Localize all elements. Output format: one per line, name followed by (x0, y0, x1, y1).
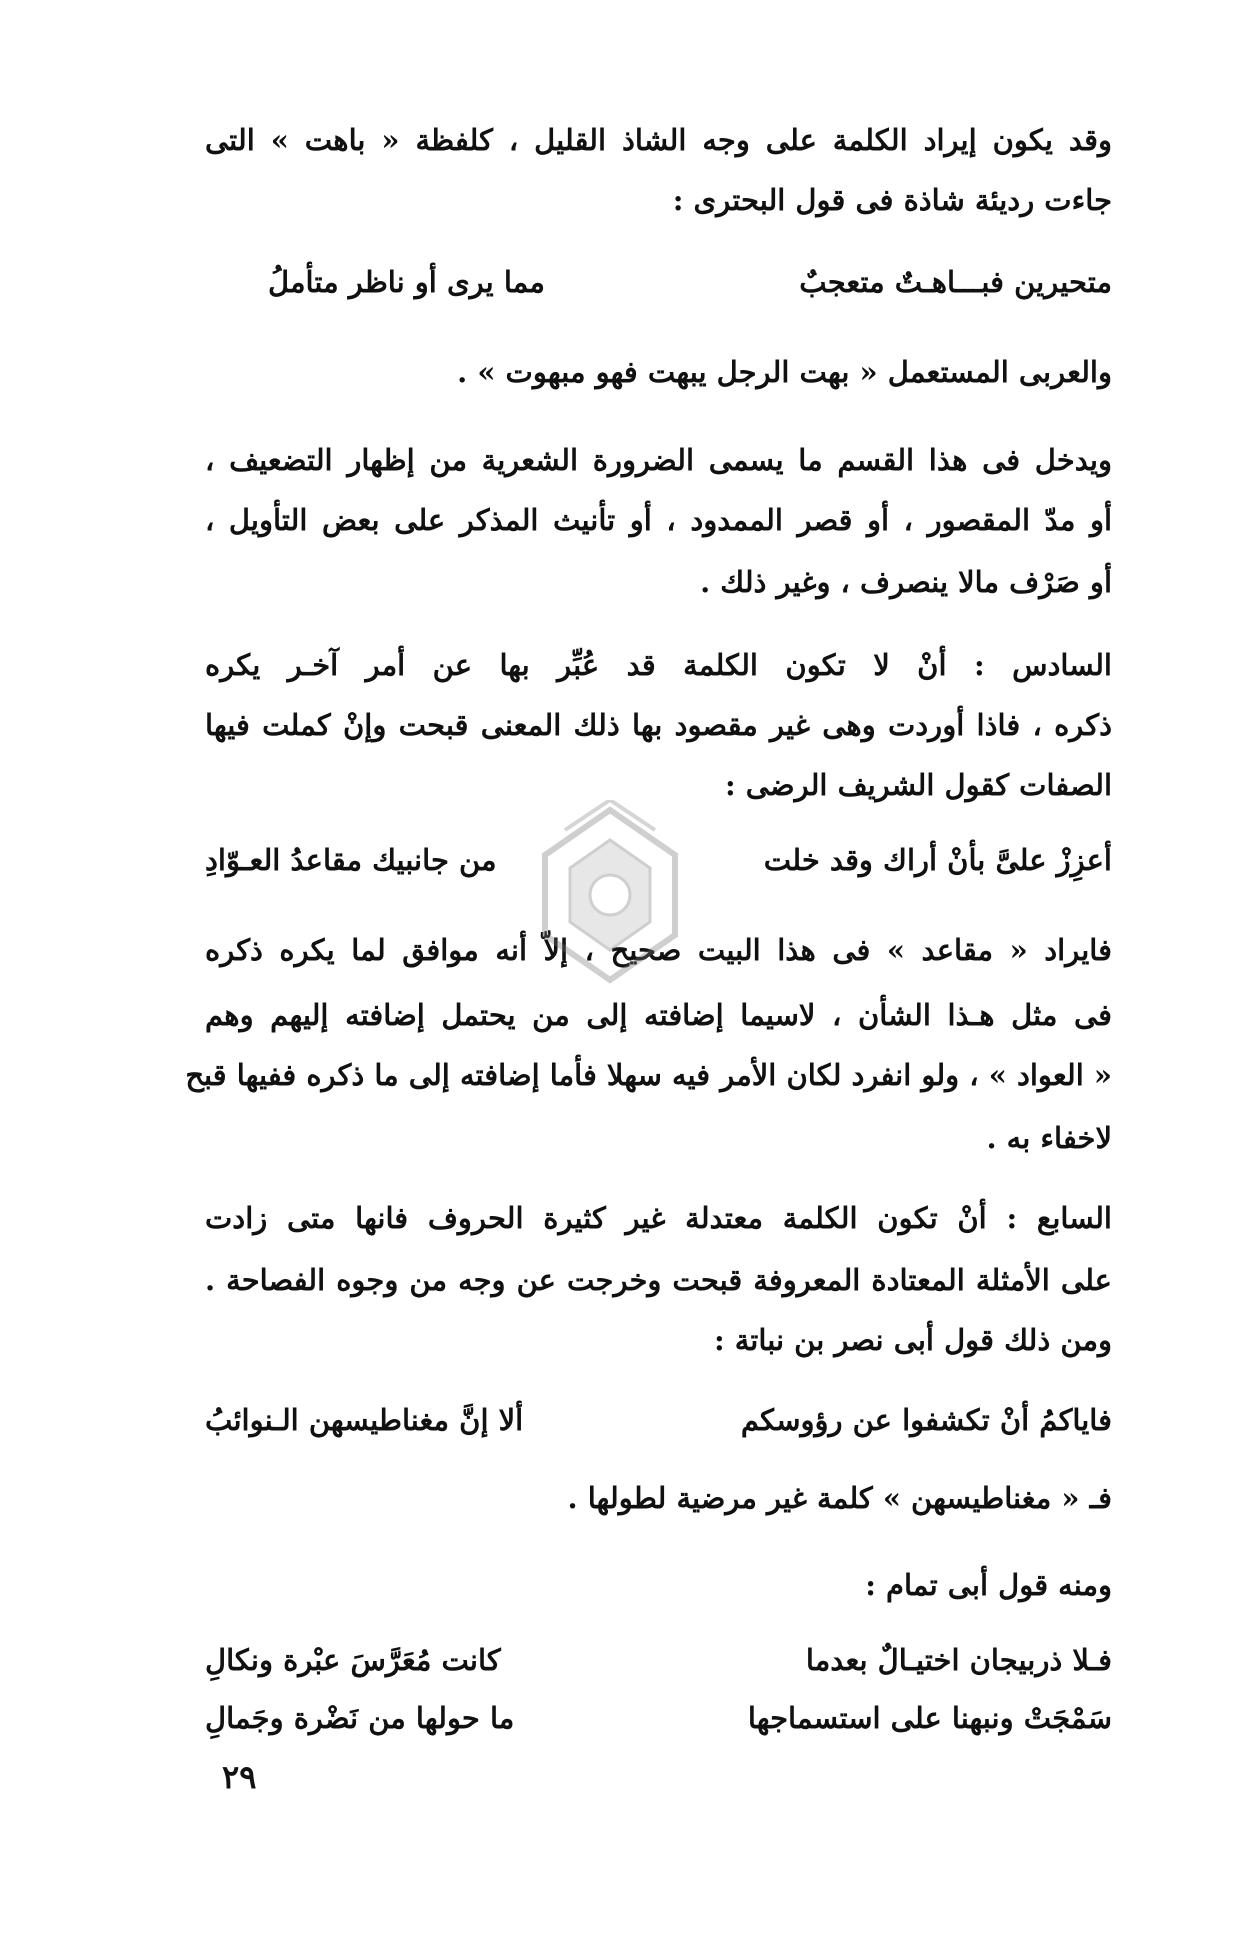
paragraph-5-line-4: لاخفاء به . (986, 1121, 1112, 1155)
verse-1-first-hemistich: متحيرين فبـــاهـتٌ متعجبٌ (799, 265, 1112, 299)
paragraph-7-line-1: فـ « مغناطيسهن » كلمة غير مرضية لطولها . (567, 1481, 1112, 1515)
paragraph-5-line-2: فى مثل هـذا الشأن ، لاسيما إضافته إلى من يحتمل إضافته إليهم وهم (205, 998, 1112, 1032)
paragraph-4-line-1: السادس : أنْ لا تكون الكلمة قد عُبِّر بها عن أمر آخـر يكره (205, 648, 1112, 682)
paragraph-6-line-2: على الأمثلة المعتادة المعروفة قبحت وخرجت عن وجه من وجوه الفصاحة . (205, 1263, 1112, 1297)
verse-4-second-hemistich: كانت مُعَرَّسَ عبْرة ونكالِ (205, 1643, 501, 1677)
library-watermark-logo (525, 800, 695, 990)
paragraph-1-line-2: جاءت رديئة شاذة فى قول البحترى : (672, 183, 1112, 217)
paragraph-6-line-1: السابع : أنْ تكون الكلمة معتدلة غير كثيرة الحروف فانها متى زادت (205, 1201, 1112, 1235)
verse-3-second-hemistich: ألا إنَّ مغناطيسهن الـنوائبُ (205, 1403, 524, 1437)
paragraph-3-line-3: أو صَرْف مالا ينصرف ، وغير ذلك . (700, 565, 1112, 599)
verse-2-first-hemistich: أعزِزْ علىَّ بأنْ أراك وقد خلت (763, 843, 1112, 877)
paragraph-2-line-1: والعربى المستعمل « بهت الرجل يبهت فهو مبهوت » . (457, 355, 1112, 389)
paragraph-3-line-1: ويدخل فى هذا القسم ما يسمى الضرورة الشعرية من إظهار التضعيف ، (205, 443, 1112, 477)
verse-5-second-hemistich: ما حولها من نَضْرة وجَمالِ (205, 1701, 515, 1735)
page-number: ٢٩ (222, 1758, 257, 1796)
paragraph-3-line-2: أو مدّ المقصور ، أو قصر الممدود ، أو تأنيث المذكر على بعض التأويل ، (205, 503, 1112, 537)
verse-4-first-hemistich: فـلا ذربيجان اختيـالٌ بعدما (805, 1643, 1112, 1677)
verse-3-first-hemistich: فاياكمُ أنْ تكشفوا عن رؤوسكم (740, 1403, 1112, 1437)
paragraph-4-line-2: ذكره ، فاذا أوردت وهى غير مقصود بها ذلك المعنى قبحت وإنْ كملت فيها (205, 708, 1112, 742)
paragraph-5-line-1: فايراد « مقاعد » فى هذا البيت صحيح ، إلاّ أنه موافق لما يكره ذكره (205, 933, 1112, 967)
paragraph-1-line-1: وقد يكون إيراد الكلمة على وجه الشاذ القليل ، كلفظة « باهت » التى (205, 123, 1112, 157)
paragraph-4-line-3: الصفات كقول الشريف الرضى : (724, 768, 1112, 802)
paragraph-5-line-3: « العواد » ، ولو انفرد لكان الأمر فيه سهلا فأما إضافته إلى ما ذكره ففيها قبح (185, 1058, 1112, 1092)
verse-2-second-hemistich: من جانبيك مقاعدُ العـوّادِ (205, 843, 497, 877)
paragraph-8-line-1: ومنه قول أبى تمام : (865, 1568, 1112, 1602)
verse-1-second-hemistich: مما يرى أو ناظر متأملُ (268, 265, 545, 299)
verse-5-first-hemistich: سَمْجَتْ ونبهنا على استسماجها (747, 1701, 1112, 1735)
paragraph-6-line-3: ومن ذلك قول أبى نصر بن نباتة : (713, 1323, 1112, 1357)
